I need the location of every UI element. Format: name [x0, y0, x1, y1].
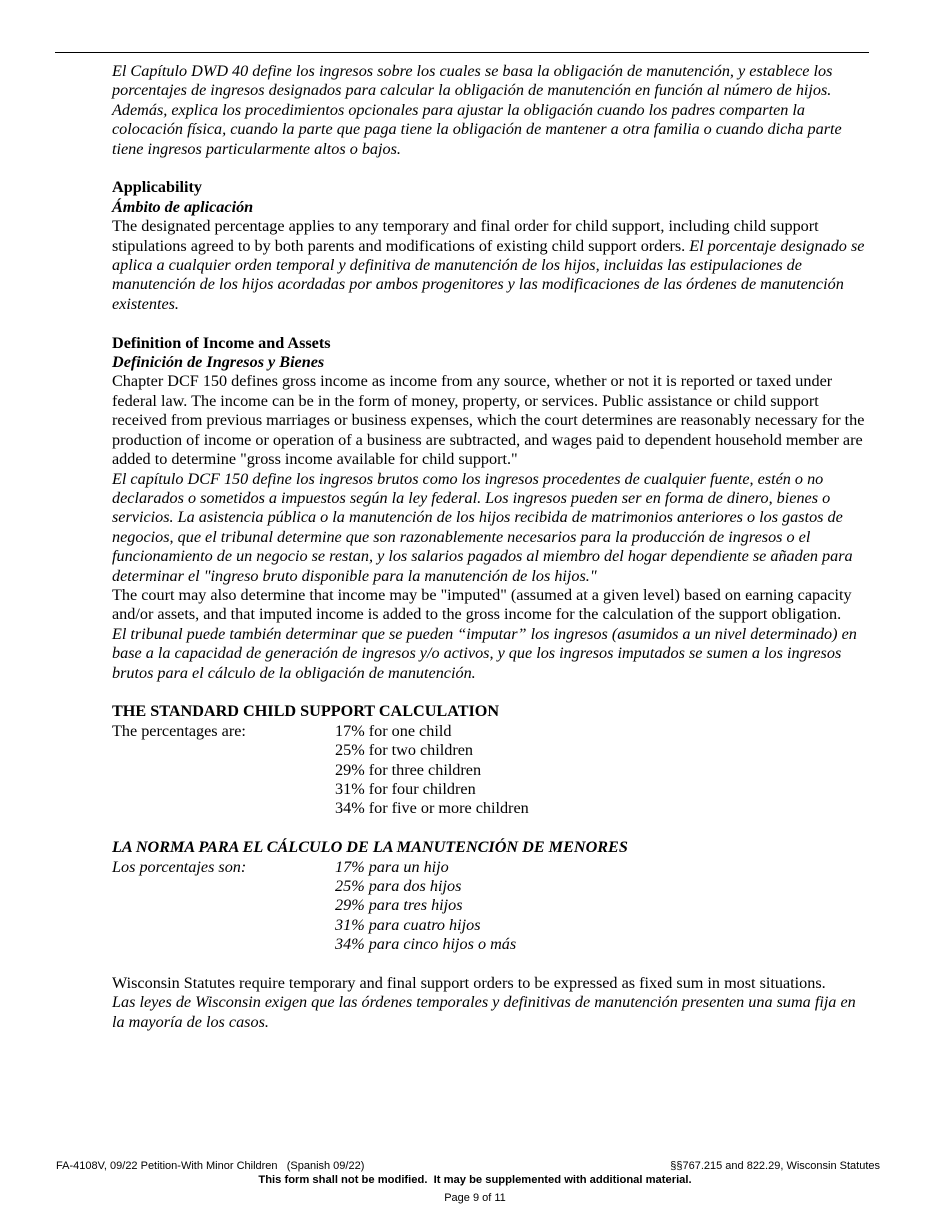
definition-p1-es: El capítulo DCF 150 define los ingresos brutos como los ingresos procedentes de cualquier fuente, estén o no declarados o sometidos a impuestos según la ley federal. Los ingresos pueden ser en forma de dinero, bienes o servicios. La asistencia pública o la manutención de los hijos recibida de matrimonios anteriores o los gastos de negocios, que el tribunal determine que son razonablemente necesarios para la producción de ingresos o el funcionamiento de un negocio se restan, y los salarios pagados al miembro del hogar dependiente se añaden para determinar el "ingreso bruto disponible para la manutención de los hijos."	[112, 469, 853, 585]
percentage-item: 31% for four children	[335, 779, 476, 798]
definition-p2-es: El tribunal puede también determinar que se pueden “imputar” los ingresos (asumidos a un nivel determinado) en base a la capacidad de generación de ingresos y/o activos, y que los ingresos imputados se sumen a los ingresos brutos para el cálculo de la obligación de manutención.	[112, 624, 857, 682]
applicability-paragraph	[112, 217, 872, 314]
form-id: FA-4108V, 09/22 Petition-With Minor Children (Spanish 09/22)	[56, 1160, 365, 1172]
percentage-item: 34% para cinco hijos o más	[335, 935, 517, 954]
percentages-label-en: The percentages are:	[112, 721, 246, 740]
definition-p2-en: The court may also determine that income may be "imputed" (assumed at a given level) based on earning capacity and/or assets, and that imputed income is added to the gross income for the calculation of the support obligation.	[112, 585, 852, 624]
percentage-item: 25% for two children	[335, 741, 474, 760]
page-number: Page 9 of 11	[444, 1192, 506, 1204]
definition-p1-en: Chapter DCF 150 defines gross income as income from any source, whether or not it is reported or taxed under federal law. The income can be in the form of money, property, or services. Public assistance or child support received from previous marriages or business expenses, which the court determines are reasonably necessary for the production of income or operation of a business are subtracted, and wages paid to dependent household member are added to determine "gross income available for child support."	[112, 372, 865, 469]
applicability-body-en: The designated percentage applies to any temporary and final order for child support, including child support stipulations agreed to by both parents and modifications of existing child support orders.	[112, 217, 819, 255]
statutes-paragraph-es: Las leyes de Wisconsin exigen que las órdenes temporales y definitivas de manutención presenten una suma fija en la mayoría de los casos.	[112, 993, 856, 1031]
percentage-item: 29% for three children	[335, 760, 482, 779]
top-rule	[55, 52, 869, 53]
percentages-block-es	[112, 858, 872, 955]
percentage-item: 25% para dos hijos	[335, 877, 462, 895]
intro-paragraph-es: El Capítulo DWD 40 define los ingresos sobre los cuales se basa la obligación de manutención, y establece los porcentajes de ingresos designados para calcular la obligación de manutención en función al número de hijos. Además, explica los procedimientos opcionales para ajustar la obligación cuando los padres comparten la colocación física, cuando la parte que paga tiene la obligación de mantener a otra familia o cuando dicha parte tiene ingresos particularmente altos o bajos.	[112, 62, 842, 158]
percentages-label-es: Los porcentajes son:	[112, 857, 247, 876]
document-body	[112, 62, 872, 1032]
percentage-item: 31% para cuatro hijos	[335, 915, 481, 934]
applicability-heading-es: Ámbito de aplicación	[112, 197, 254, 216]
percentages-list-en	[335, 722, 529, 819]
modification-notice: This form shall not be modified. It may be supplemented with additional material.	[258, 1174, 692, 1186]
standard-heading-es: LA NORMA PARA EL CÁLCULO DE LA MANUTENCIÓN DE MENORES	[112, 838, 628, 857]
statutes-paragraph-en: Wisconsin Statutes require temporary and final support orders to be expressed as fixed sum in most situations.	[112, 974, 826, 993]
percentage-item: 17% for one child	[335, 721, 452, 740]
standard-heading-en: THE STANDARD CHILD SUPPORT CALCULATION	[112, 702, 500, 721]
definition-heading-en: Definition of Income and Assets	[112, 333, 331, 352]
statutes-reference: §§767.215 and 822.29, Wisconsin Statutes	[670, 1160, 880, 1172]
percentage-item: 17% para un hijo	[335, 857, 449, 876]
percentage-item: 34% for five or more children	[335, 799, 529, 818]
applicability-body-es: El porcentaje designado se aplica a cualquier orden temporal y definitiva de manutención de los hijos, incluidas las estipulaciones de manutención de los hijos acordadas por ambos progenitores y las modificaciones de las órdenes de manutención existentes.	[112, 236, 865, 313]
applicability-heading-en: Applicability	[112, 178, 202, 197]
percentage-item: 29% para tres hijos	[335, 896, 463, 915]
percentages-list-es	[335, 858, 516, 955]
percentages-block-en	[112, 722, 872, 819]
definition-heading-es: Definición de Ingresos y Bienes	[112, 353, 325, 372]
